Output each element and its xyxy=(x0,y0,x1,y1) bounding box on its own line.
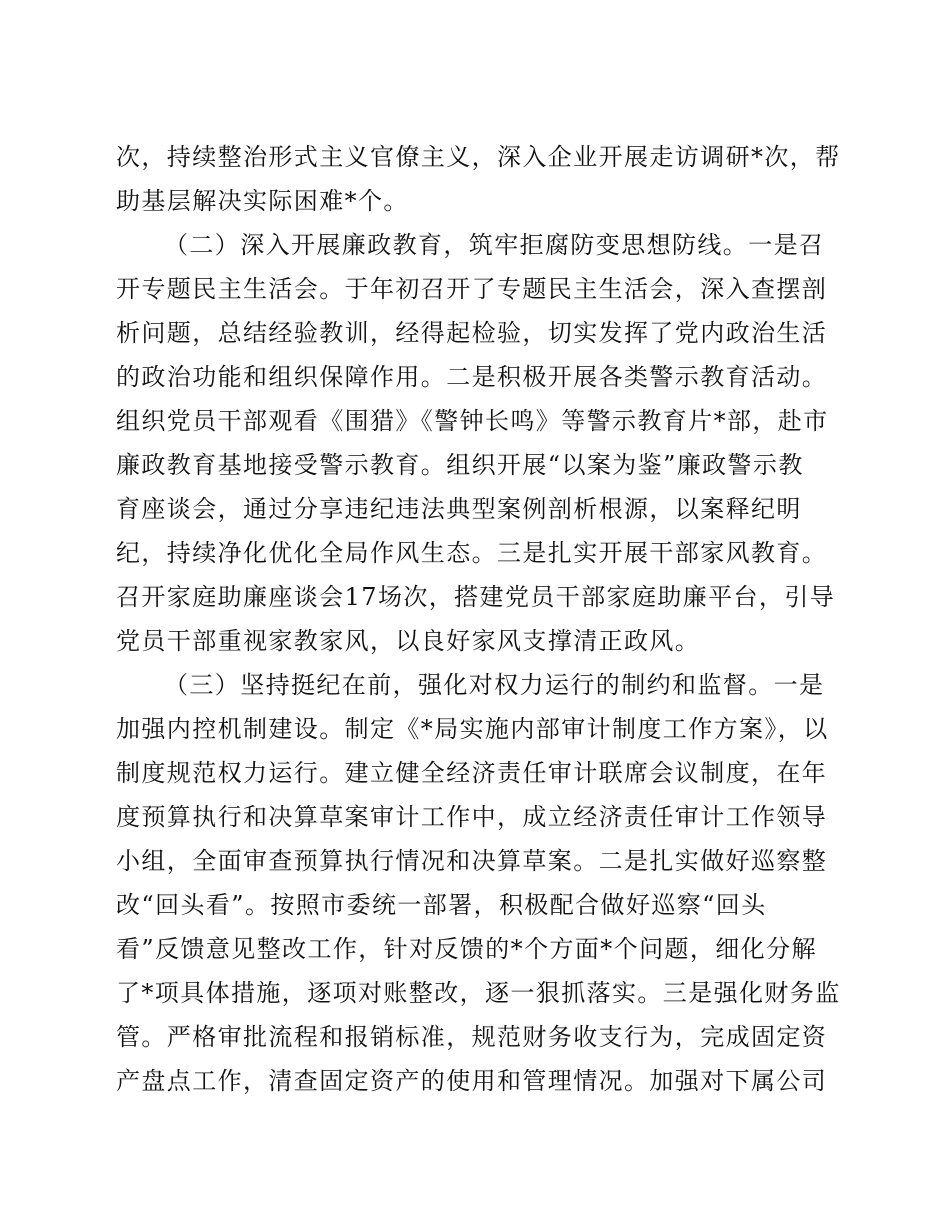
text-line: 度预算执行和决算草案审计工作中，成立经济责任审计工作领导 xyxy=(116,803,828,831)
text-line: 组织党员干部观看《围猎》《警钟长鸣》等警示教育片*部，赴市 xyxy=(116,407,829,435)
text-line: 析问题，总结经验教训，经得起检验，切实发挥了党内政治生活 xyxy=(116,319,828,347)
text-line: 小组，全面审查预算执行情况和决算草案。二是扎实做好巡察整 xyxy=(116,847,828,875)
text-line: 党员干部重视家教家风，以良好家风支撑清正政风。 xyxy=(116,627,701,655)
text-line: 管。严格审批流程和报销标准，规范财务收支行为，完成固定资 xyxy=(116,1023,828,1051)
section-heading-line: （三）坚持挺纪在前，强化对权力运行的制约和监督。一是 xyxy=(164,671,825,699)
text-line: 改“回头看”。按照市委统一部署，积极配合做好巡察“回头 xyxy=(116,891,767,919)
text-line: 召开家庭助廉座谈会17场次，搭建党员干部家庭助廉平台，引导 xyxy=(116,583,836,611)
text-line: 助基层解决实际困难*个。 xyxy=(116,187,409,215)
text-line: 了*项具体措施，逐项对账整改，逐一狠抓落实。三是强化财务监 xyxy=(116,979,841,1007)
text-line: 廉政教育基地接受警示教育。组织开展“以案为鉴”廉政警示教 xyxy=(116,451,804,479)
text-line: 产盘点工作，清查固定资产的使用和管理情况。加强对下属公司 xyxy=(116,1067,828,1095)
text-line: 制度规范权力运行。建立健全经济责任审计联席会议制度，在年 xyxy=(116,759,828,787)
text-line: 次，持续整治形式主义官僚主义，深入企业开展走访调研*次，帮 xyxy=(116,143,841,171)
text-line: 育座谈会，通过分享违纪违法典型案例剖析根源，以案释纪明 xyxy=(116,495,802,523)
text-line: 纪，持续净化优化全局作风生态。三是扎实开展干部家风教育。 xyxy=(116,539,828,567)
text-line: 看”反馈意见整改工作，针对反馈的*个方面*个问题，细化分解 xyxy=(116,935,817,963)
text-line: 的政治功能和组织保障作用。二是积极开展各类警示教育活动。 xyxy=(116,363,828,391)
text-line: 开专题民主生活会。于年初召开了专题民主生活会，深入查摆剖 xyxy=(116,275,828,303)
text-line: 加强内控机制建设。制定《*局实施内部审计制度工作方案》，以 xyxy=(116,715,829,743)
section-heading-line: （二）深入开展廉政教育，筑牢拒腐防变思想防线。一是召 xyxy=(164,231,825,259)
